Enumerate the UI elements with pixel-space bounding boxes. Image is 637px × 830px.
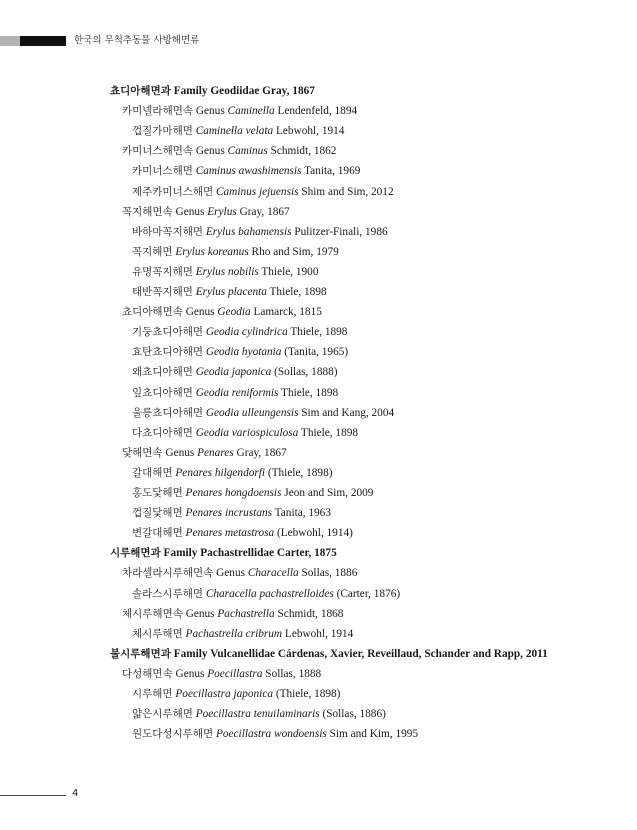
species-scientific-name: Penares incrustans xyxy=(185,507,273,520)
species-korean-name: 껍질가마해면 xyxy=(132,125,193,138)
species-scientific-name: Geodia japonica xyxy=(195,366,272,379)
genus-entry xyxy=(122,667,321,681)
running-header-title: 한국의 무척추동물 사방해면류 xyxy=(74,35,200,46)
species-korean-name: 꼭지해면 xyxy=(132,245,173,258)
species-korean-name: 껍질닻해면 xyxy=(132,507,183,520)
species-authority: Sim and Kim, 1995 xyxy=(326,728,419,741)
species-scientific-name: Caminus jejuensis xyxy=(215,185,299,198)
species-entry xyxy=(132,426,358,440)
species-korean-name: 다쵸디아해면 xyxy=(132,426,193,439)
species-scientific-name: Caminus awashimensis xyxy=(195,165,302,178)
species-scientific-name: Caminella velata xyxy=(195,125,274,138)
species-entry xyxy=(132,345,348,359)
species-scientific-name: Geodia variospiculosa xyxy=(195,426,299,439)
species-entry xyxy=(132,627,353,641)
species-korean-name: 솔라스시루해면 xyxy=(132,587,204,600)
species-korean-name: 왜쵸디아해면 xyxy=(132,366,193,379)
species-korean-name: 변갈대해면 xyxy=(132,527,183,540)
genus-scientific-name: Erylus xyxy=(207,205,237,218)
header-bar-gray xyxy=(0,36,20,46)
genus-entry xyxy=(122,607,343,621)
genus-scientific-name: Poecillastra xyxy=(207,667,263,680)
species-korean-name: 유명꼭지해면 xyxy=(132,265,193,278)
species-authority: Shim and Sim, 2012 xyxy=(298,185,394,198)
species-korean-name: 체시루해면 xyxy=(132,627,183,640)
species-korean-name: 태반꼭지해면 xyxy=(132,286,193,298)
species-entry xyxy=(132,265,318,279)
genus-scientific-name: Geodia xyxy=(217,306,251,319)
species-entry xyxy=(132,707,386,721)
species-scientific-name: Erylus placenta xyxy=(195,286,267,298)
family-rank-text: Family Vulcanellidae Cárdenas, Xavier, Reveillaud, Schander and Rapp, 2011 xyxy=(173,647,548,660)
species-entry xyxy=(132,245,339,259)
genus-scientific-name: Characella xyxy=(247,567,299,580)
genus-entry xyxy=(122,205,290,219)
species-scientific-name: Penares hongdoensis xyxy=(185,487,282,499)
genus-rank-text: Genus xyxy=(165,446,198,459)
footer-rule xyxy=(0,795,66,796)
genus-entry xyxy=(122,305,322,319)
species-authority: (Sollas, 1886) xyxy=(319,708,386,721)
species-entry xyxy=(132,285,327,299)
genus-authority: Sollas, 1886 xyxy=(298,567,358,580)
species-scientific-name: Poecillastra japonica xyxy=(175,688,273,700)
genus-rank-text: Genus xyxy=(175,205,208,218)
genus-scientific-name: Caminus xyxy=(227,145,268,158)
species-scientific-name: Geodia ulleungensis xyxy=(205,406,299,419)
species-entry xyxy=(132,587,400,601)
genus-rank-text: Genus xyxy=(185,306,218,319)
species-scientific-name: Penares hilgendorfi xyxy=(175,466,266,479)
genus-rank-text: Genus xyxy=(185,607,218,620)
species-korean-name: 홍도닻해면 xyxy=(132,487,183,499)
species-authority: Thiele, 1898 xyxy=(287,326,348,339)
genus-entry xyxy=(122,446,287,460)
family-korean-name: 쵸디아해면과 xyxy=(110,85,171,97)
page-number: 4 xyxy=(72,788,79,799)
species-entry xyxy=(132,325,347,339)
species-scientific-name: Geodia cylindrica xyxy=(205,326,288,339)
genus-entry xyxy=(122,104,357,118)
species-korean-name: 제주카미너스해면 xyxy=(132,185,214,198)
species-korean-name: 원도다성시루해면 xyxy=(132,728,214,741)
species-authority: Pulitzer-Finali, 1986 xyxy=(291,225,388,238)
header-bar-black xyxy=(20,36,66,46)
genus-korean-name: 카미넬라해면속 xyxy=(122,105,194,118)
species-authority: (Sollas, 1888) xyxy=(271,366,338,379)
species-authority: Rho and Sim, 1979 xyxy=(248,245,339,258)
genus-scientific-name: Pachastrella xyxy=(217,607,275,620)
genus-authority: Schmidt, 1862 xyxy=(267,145,337,158)
genus-rank-text: Genus xyxy=(195,105,228,118)
family-entry xyxy=(110,546,337,560)
species-korean-name: 시루해면 xyxy=(132,688,173,700)
genus-rank-text: Genus xyxy=(195,145,228,158)
genus-authority: Lamarck, 1815 xyxy=(250,306,322,319)
genus-korean-name: 체시루해면속 xyxy=(122,607,183,620)
species-authority: Thiele, 1898 xyxy=(298,426,359,439)
species-scientific-name: Characella pachastrelloides xyxy=(205,587,334,600)
species-authority: Thiele, 1900 xyxy=(258,265,319,278)
species-korean-name: 울릉쵸디아해면 xyxy=(132,406,204,419)
species-authority: Jeon and Sim, 2009 xyxy=(281,487,374,499)
species-scientific-name: Poecillastra tenuilaminaris xyxy=(195,708,320,721)
genus-scientific-name: Caminella xyxy=(227,105,275,118)
genus-rank-text: Genus xyxy=(216,567,248,580)
genus-korean-name: 쵸디아해면속 xyxy=(122,306,183,319)
species-entry xyxy=(132,406,394,420)
species-authority: Thiele, 1898 xyxy=(278,386,339,399)
species-korean-name: 기둥쵸디아해면 xyxy=(132,326,204,339)
genus-entry xyxy=(122,566,357,580)
species-authority: Thiele, 1898 xyxy=(266,286,327,298)
species-authority: (Carter, 1876) xyxy=(333,587,401,600)
species-scientific-name: Erylus bahamensis xyxy=(205,225,292,238)
family-rank-text: Family Geodiidae Gray, 1867 xyxy=(173,85,315,97)
species-entry xyxy=(132,225,388,239)
species-entry xyxy=(132,164,360,178)
family-rank-text: Family Pachastrellidae Carter, 1875 xyxy=(163,547,337,560)
genus-korean-name: 닻해면속 xyxy=(122,446,163,459)
species-entry xyxy=(132,727,418,741)
species-entry xyxy=(132,526,353,540)
species-korean-name: 효탄쵸디아해면 xyxy=(132,346,204,359)
species-authority: (Lebwohl, 1914) xyxy=(274,527,353,540)
species-entry xyxy=(132,486,373,500)
species-authority: (Thiele, 1898) xyxy=(265,466,333,479)
species-authority: Sim and Kang, 2004 xyxy=(298,406,395,419)
genus-authority: Sollas, 1888 xyxy=(262,667,322,680)
family-korean-name: 시루해면과 xyxy=(110,547,161,560)
species-entry xyxy=(132,365,338,379)
species-scientific-name: Erylus nobilis xyxy=(195,265,259,278)
species-korean-name: 갈대해면 xyxy=(132,466,173,479)
species-authority: Tanita, 1963 xyxy=(272,507,331,520)
species-korean-name: 잎쵸디아해면 xyxy=(132,386,193,399)
species-authority: Lebwohl, 1914 xyxy=(273,125,345,138)
genus-entry xyxy=(122,144,336,158)
species-scientific-name: Poecillastra wondoensis xyxy=(215,728,327,741)
genus-rank-text: Genus xyxy=(175,667,208,680)
genus-scientific-name: Penares xyxy=(197,446,234,459)
species-authority: (Thiele, 1898) xyxy=(273,688,341,700)
family-entry xyxy=(110,647,548,661)
genus-korean-name: 차라셀라시루해면속 xyxy=(122,567,214,580)
species-authority: Lebwohl, 1914 xyxy=(282,627,354,640)
family-entry xyxy=(110,84,315,98)
species-scientific-name: Geodia reniformis xyxy=(195,386,279,399)
genus-korean-name: 카미너스해면속 xyxy=(122,145,194,158)
species-entry xyxy=(132,466,333,480)
species-scientific-name: Penares metastrosa xyxy=(185,527,275,540)
species-scientific-name: Pachastrella cribrum xyxy=(185,627,283,640)
species-entry xyxy=(132,386,338,400)
species-entry xyxy=(132,687,340,701)
species-entry xyxy=(132,506,331,520)
species-korean-name: 얇은시루해면 xyxy=(132,708,193,721)
species-scientific-name: Erylus koreanus xyxy=(175,245,249,258)
genus-authority: Gray, 1867 xyxy=(233,446,287,459)
genus-authority: Lendenfeld, 1894 xyxy=(274,105,358,118)
genus-authority: Gray, 1867 xyxy=(236,205,290,218)
species-authority: (Tanita, 1965) xyxy=(281,346,349,359)
species-authority: Tanita, 1969 xyxy=(301,165,361,178)
genus-korean-name: 다성해면속 xyxy=(122,667,173,680)
species-korean-name: 카미너스해면 xyxy=(132,165,193,178)
family-korean-name: 불시루해면과 xyxy=(110,647,171,660)
genus-authority: Schmidt, 1868 xyxy=(274,607,344,620)
species-scientific-name: Geodia hyotania xyxy=(205,346,282,359)
species-entry xyxy=(132,124,344,138)
species-entry xyxy=(132,185,394,199)
genus-korean-name: 꼭지해면속 xyxy=(122,205,173,218)
species-korean-name: 바하마꼭지해면 xyxy=(132,225,204,238)
